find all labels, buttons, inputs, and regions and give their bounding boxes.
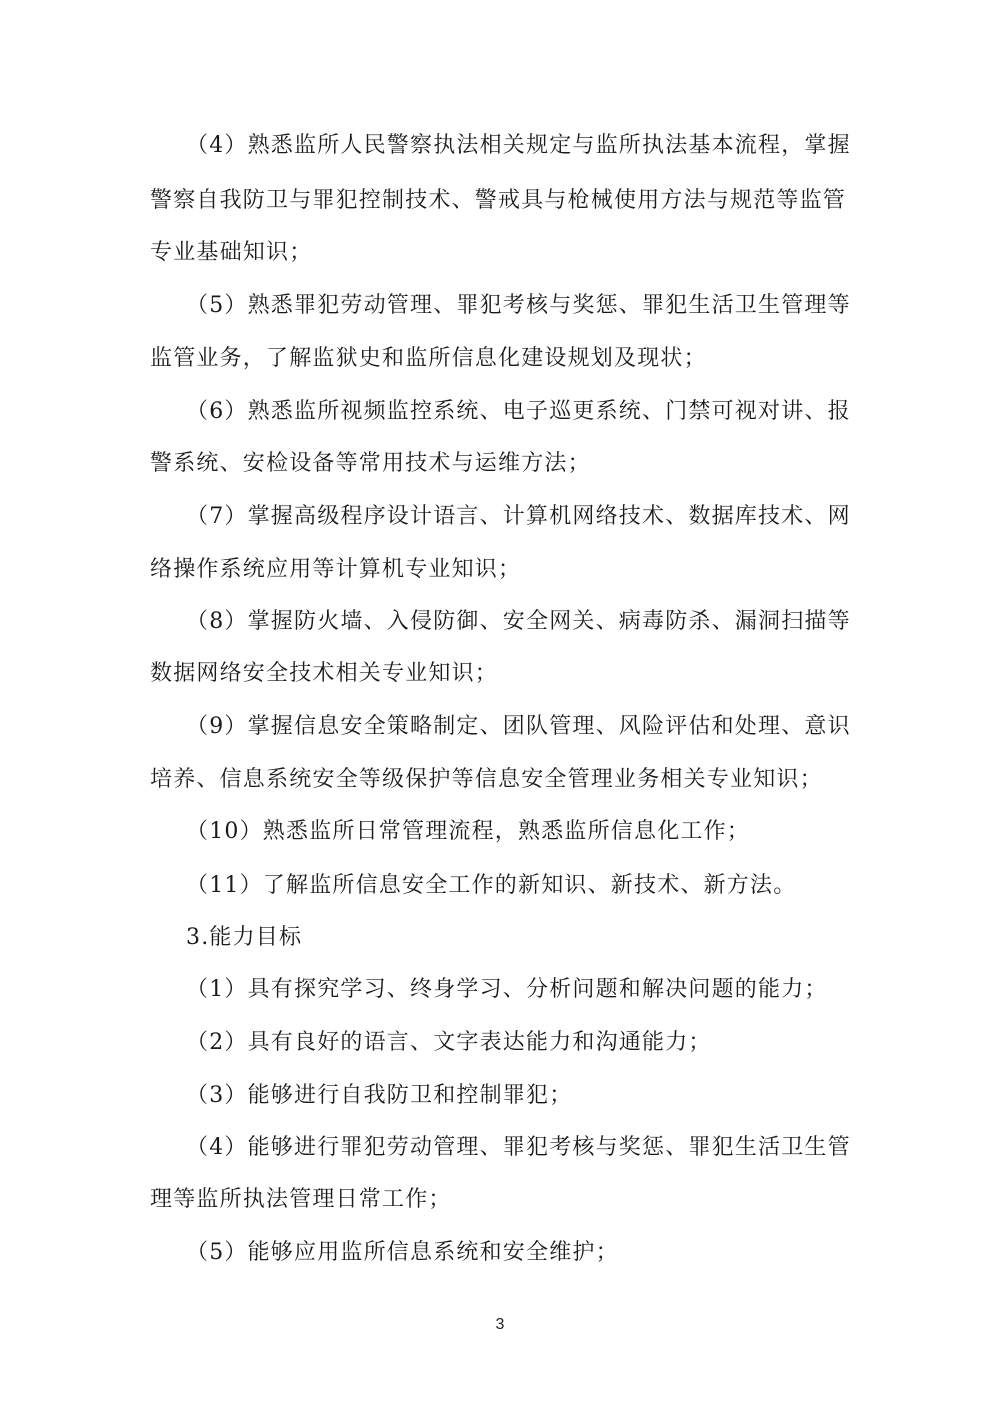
text-line: （4）熟悉监所人民警察执法相关规定与监所执法基本流程，掌握 bbox=[186, 133, 851, 158]
text-line: 络操作系统应用等计算机专业知识； bbox=[150, 557, 522, 582]
text-line: 警系统、安检设备等常用技术与运维方法； bbox=[150, 451, 591, 476]
text-line: （5）熟悉罪犯劳动管理、罪犯考核与奖惩、罪犯生活卫生管理等 bbox=[186, 293, 851, 318]
text-line: （6）熟悉监所视频监控系统、电子巡更系统、门禁可视对讲、报 bbox=[186, 399, 851, 424]
page-number: 3 bbox=[495, 1316, 505, 1333]
text-line: （3）能够进行自我防卫和控制罪犯； bbox=[186, 1083, 573, 1108]
text-line: （8）掌握防火墙、入侵防御、安全网关、病毒防杀、漏洞扫描等 bbox=[186, 609, 851, 634]
text-line: 理等监所执法管理日常工作； bbox=[150, 1187, 452, 1212]
text-line: （5）能够应用监所信息系统和安全维护； bbox=[186, 1240, 619, 1265]
text-line: 警察自我防卫与罪犯控制技术、警戒具与枪械使用方法与规范等监管 bbox=[150, 188, 847, 213]
text-line: （9）掌握信息安全策略制定、团队管理、风险评估和处理、意识 bbox=[186, 714, 851, 739]
text-line: 专业基础知识； bbox=[150, 240, 313, 265]
text-line: 数据网络安全技术相关专业知识； bbox=[150, 661, 499, 686]
text-line: （10）熟悉监所日常管理流程，熟悉监所信息化工作； bbox=[186, 819, 750, 844]
text-line: （7）掌握高级程序设计语言、计算机网络技术、数据库技术、网 bbox=[186, 504, 851, 529]
section-heading: 3.能力目标 bbox=[186, 925, 303, 950]
text-line: （11）了解监所信息安全工作的新知识、新技术、新方法。 bbox=[186, 873, 797, 898]
text-line: （2）具有良好的语言、文字表达能力和沟通能力； bbox=[186, 1030, 712, 1055]
text-line: 培养、信息系统安全等级保护等信息安全管理业务相关专业知识； bbox=[150, 767, 823, 792]
text-line: 监管业务，了解监狱史和监所信息化建设规划及现状； bbox=[150, 346, 707, 371]
text-line: （4）能够进行罪犯劳动管理、罪犯考核与奖惩、罪犯生活卫生管 bbox=[186, 1135, 851, 1160]
text-line: （1）具有探究学习、终身学习、分析问题和解决问题的能力； bbox=[186, 977, 828, 1002]
